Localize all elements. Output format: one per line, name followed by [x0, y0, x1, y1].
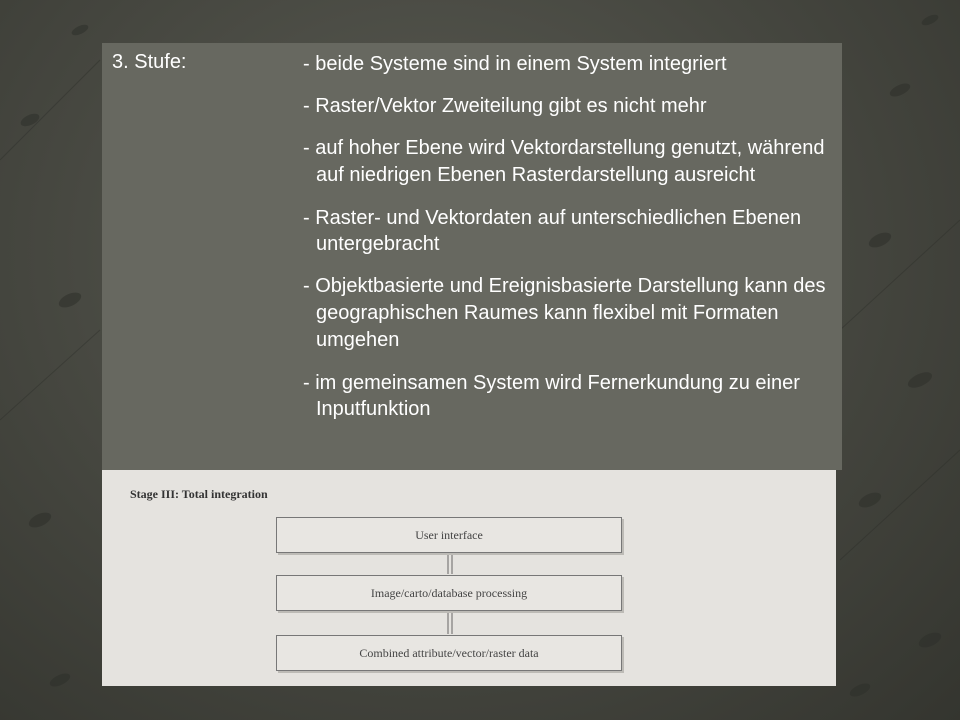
- combined-data-box: Combined attribute/vector/raster data: [276, 635, 622, 671]
- figure-title: Stage III: Total integration: [130, 487, 268, 501]
- bullet-item: - Raster/Vektor Zweiteilung gibt es nicht mehr: [303, 95, 707, 117]
- bullet-list: [303, 51, 838, 438]
- bullet-item: - auf hoher Ebene wird Vektordarstellung genutzt, während auf niedrigen Ebenen Rasterdarstellung ausreicht: [303, 137, 825, 186]
- stage-diagram: [102, 470, 836, 686]
- bullet-item: - im gemeinsamen System wird Fernerkundung zu einer Inputfunktion: [303, 372, 800, 420]
- user-interface-box: User interface: [276, 517, 622, 553]
- bullet-item: - Raster- und Vektordaten auf unterschiedlichen Ebenen untergebracht: [303, 207, 802, 255]
- processing-box: Image/carto/database processing: [276, 575, 622, 611]
- stage-label: 3. Stufe:: [112, 51, 187, 73]
- bullet-item: - Objektbasierte und Ereignisbasierte Darstellung kann des geographischen Raumes kann flexibel mit Formaten umgehen: [303, 275, 826, 351]
- bullet-item: - beide Systeme sind in einem System integriert: [303, 53, 727, 75]
- text-panel: [102, 43, 842, 470]
